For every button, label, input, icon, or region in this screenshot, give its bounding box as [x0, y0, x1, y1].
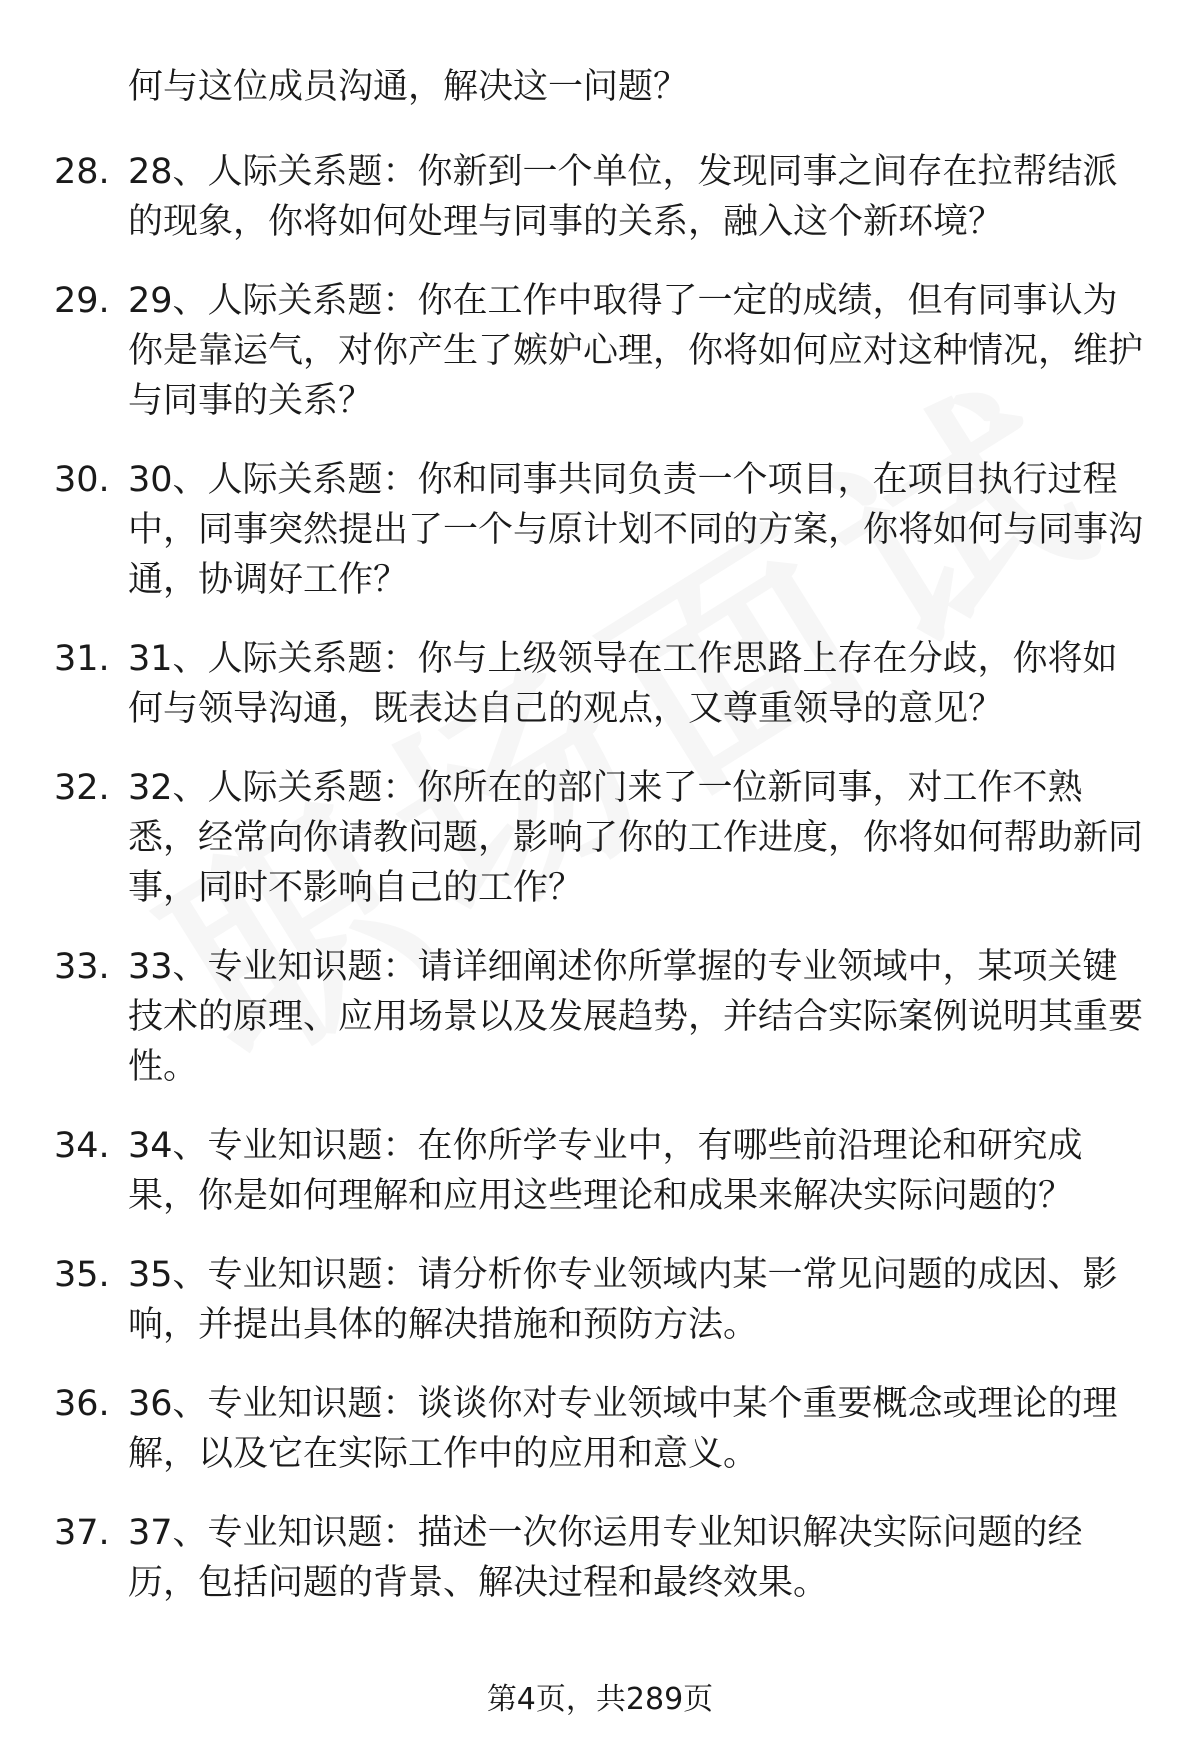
question-number: 33.	[54, 947, 110, 987]
question-number: 28.	[54, 152, 110, 192]
list-item	[0, 942, 1148, 1092]
question-list	[0, 147, 1200, 1637]
question-number: 31.	[54, 639, 110, 679]
question-text: 32、人际关系题：你所在的部门来了一位新同事，对工作不熟悉，经常向你请教问题，影响了你的工作进度，你将如何帮助新同事，同时不影响自己的工作？	[128, 768, 1144, 908]
list-item	[0, 1508, 1148, 1608]
question-number: 30.	[54, 460, 110, 500]
question-text: 29、人际关系题：你在工作中取得了一定的成绩，但有同事认为你是靠运气，对你产生了嫉妒心理，你将如何应对这种情况，维护与同事的关系？	[128, 281, 1144, 421]
page-footer: 第4页，共289页	[486, 1682, 714, 1717]
list-item	[0, 1250, 1148, 1350]
question-text: 37、专业知识题：描述一次你运用专业知识解决实际问题的经历，包括问题的背景、解决过程和最终效果。	[128, 1513, 1083, 1603]
list-item	[0, 1121, 1148, 1221]
question-text: 36、专业知识题：谈谈你对专业领域中某个重要概念或理论的理解，以及它在实际工作中的应用和意义。	[128, 1384, 1118, 1474]
question-number: 37.	[54, 1513, 110, 1553]
list-item	[0, 276, 1148, 426]
list-item	[0, 455, 1148, 605]
question-text: 30、人际关系题：你和同事共同负责一个项目，在项目执行过程中，同事突然提出了一个与原计划不同的方案，你将如何与同事沟通，协调好工作？	[128, 460, 1144, 600]
continuation-text: 何与这位成员沟通，解决这一问题？	[128, 67, 689, 107]
question-number: 36.	[54, 1384, 110, 1424]
question-number: 35.	[54, 1255, 110, 1295]
question-number: 34.	[54, 1126, 110, 1166]
question-text: 33、专业知识题：请详细阐述你所掌握的专业领域中，某项关键技术的原理、应用场景以及发展趋势，并结合实际案例说明其重要性。	[128, 947, 1144, 1087]
list-item	[0, 147, 1148, 247]
list-item	[0, 1379, 1148, 1479]
question-number: 32.	[54, 768, 110, 808]
question-text: 35、专业知识题：请分析你专业领域内某一常见问题的成因、影响，并提出具体的解决措施和预防方法。	[128, 1255, 1118, 1345]
question-text: 34、专业知识题：在你所学专业中，有哪些前沿理论和研究成果，你是如何理解和应用这些理论和成果来解决实际问题的？	[128, 1126, 1083, 1216]
question-text: 31、人际关系题：你与上级领导在工作思路上存在分歧，你将如何与领导沟通，既表达自己的观点，又尊重领导的意见？	[128, 639, 1118, 729]
list-item	[0, 634, 1148, 734]
question-text: 28、人际关系题：你新到一个单位，发现同事之间存在拉帮结派的现象，你将如何处理与同事的关系，融入这个新环境？	[128, 152, 1118, 242]
list-item	[0, 763, 1148, 913]
question-number: 29.	[54, 281, 110, 321]
